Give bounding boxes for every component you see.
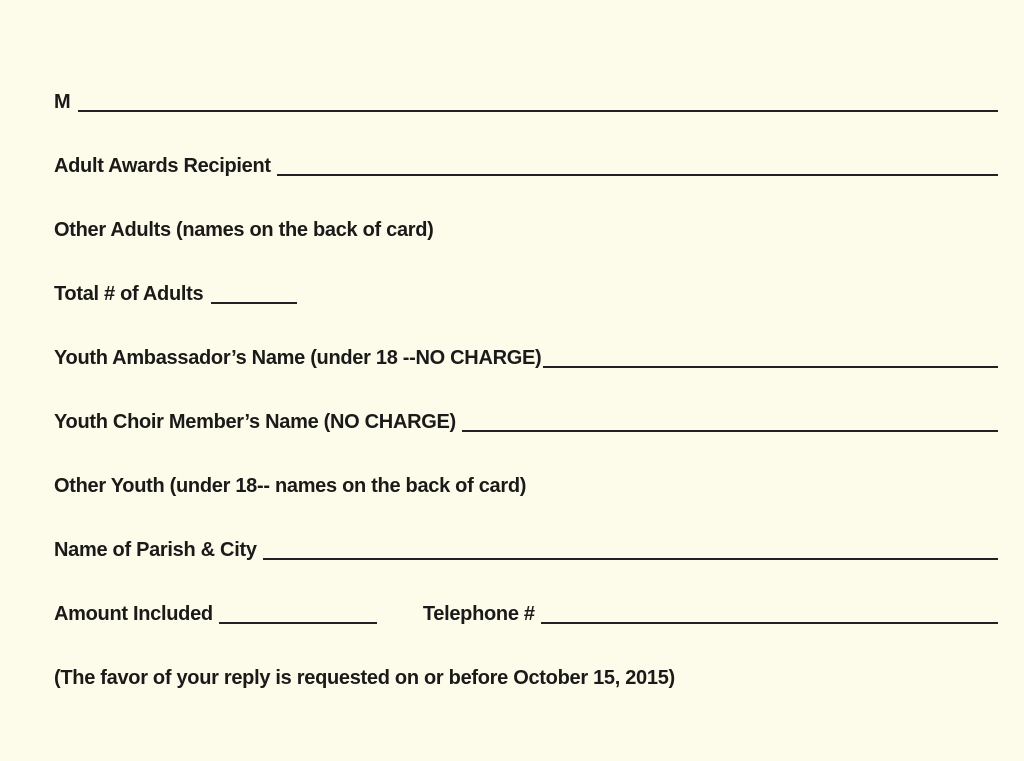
parish-city-row [54, 532, 998, 562]
adult-recipient-blank-line[interactable] [277, 174, 998, 176]
telephone-label: Telephone # [422, 603, 535, 625]
other-adults-label: Other Adults (names on the back of card) [54, 219, 434, 241]
reply-note-row [54, 660, 675, 690]
youth-choir-blank-line[interactable] [462, 430, 998, 432]
youth-ambassador-row [54, 340, 998, 370]
total-adults-label: Total # of Adults [54, 283, 204, 305]
youth-ambassador-blank-line[interactable] [543, 366, 998, 368]
reply-note: (The favor of your reply is requested on or before October 15, 2015) [54, 667, 675, 689]
other-adults-row [54, 212, 434, 242]
youth-choir-label: Youth Choir Member’s Name (NO CHARGE) [54, 411, 456, 433]
youth-ambassador-label: Youth Ambassador’s Name (under 18 --NO CHARGE) [54, 347, 542, 369]
other-youth-label: Other Youth (under 18-- names on the back of card) [54, 475, 527, 497]
other-youth-row [54, 468, 526, 498]
total-adults-row [54, 276, 297, 306]
m-row [54, 84, 998, 114]
youth-choir-row [54, 404, 998, 434]
m-blank-line[interactable] [78, 110, 998, 112]
amount-blank-line[interactable] [219, 622, 377, 624]
total-adults-blank-line[interactable] [211, 302, 297, 304]
adult-recipient-row [54, 148, 998, 178]
amount-telephone-row [54, 596, 998, 626]
parish-city-blank-line[interactable] [263, 558, 998, 560]
telephone-blank-line[interactable] [541, 622, 998, 624]
adult-recipient-label: Adult Awards Recipient [54, 155, 271, 177]
parish-city-label: Name of Parish & City [54, 539, 257, 561]
m-label: M [54, 91, 71, 113]
amount-label: Amount Included [54, 603, 213, 625]
